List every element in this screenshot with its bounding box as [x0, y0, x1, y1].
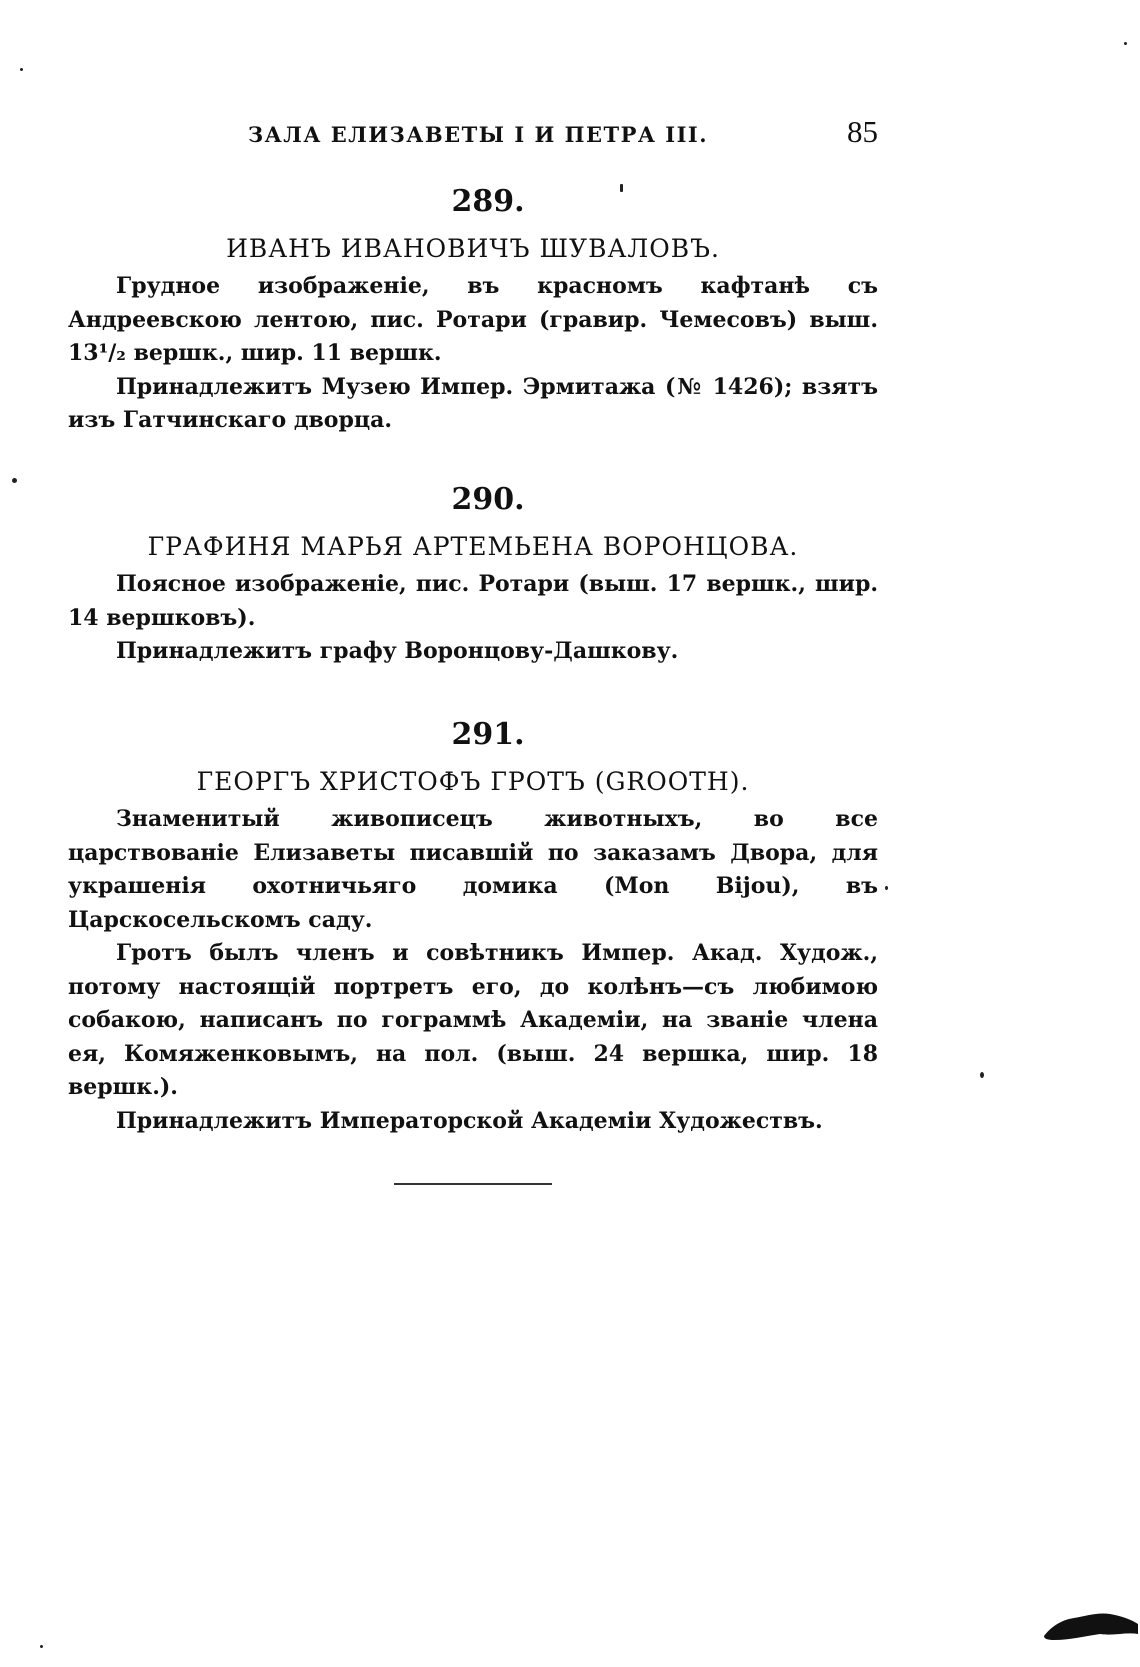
scan-speck	[20, 68, 23, 71]
entry-number: 289.	[451, 184, 525, 219]
entry-ownership: Принадлежитъ графу Воронцову-Дашкову.	[116, 638, 679, 664]
scan-speck	[1124, 42, 1127, 45]
section-end-rule	[394, 1183, 552, 1185]
scan-speck	[12, 478, 17, 483]
scan-speck	[620, 184, 623, 192]
scan-speck	[980, 1072, 984, 1078]
entry-description: Поясное изображеніе, пис. Ротари (выш. 17 вершк., шир. 14 вершковъ).	[68, 571, 878, 631]
running-head: ЗАЛА ЕЛИЗАВЕТЫ I И ПЕТРА III.	[248, 122, 709, 147]
entry-ownership: Принадлежитъ Императорской Академіи Художествъ.	[116, 1107, 823, 1134]
entry-title: ГЕОРГЪ ХРИСТОФЪ ГРОТЪ (GROOTH).	[196, 767, 750, 796]
entry-description: Знаменитый живописецъ животныхъ, во все царствованіе Елизаветы писавшій по заказамъ Двора, для украшенія охотничьяго домика (Mon Bijou), въ Царскосельскомъ саду.	[68, 806, 878, 933]
scan-speck	[885, 886, 888, 890]
entry-number: 291.	[451, 717, 525, 752]
scan-speck	[40, 1645, 43, 1648]
catalog-entry-289	[68, 182, 878, 438]
entry-biography: Гротъ былъ членъ и совѣтникъ Импер. Акад. Худож., потому настоящій портретъ его, до колѣнъ—съ любимою собакою, написанъ по гограммѣ Академіи, на званіе члена ея, Комяженковымъ, на пол. (выш. 24 вершка, шир. 18 вершк.).	[68, 940, 878, 1100]
catalog-entry-290	[68, 480, 878, 669]
entry-description: Грудное изображеніе, въ красномъ кафтанѣ съ Андреевскою лентою, пис. Ротари (гравир. Чемесовъ) выш. 13¹/₂ вершк., шир. 11 вершк.	[68, 273, 878, 366]
ink-smudge-icon	[1040, 1598, 1140, 1644]
catalog-entry-291	[68, 715, 878, 1138]
entry-title: ИВАНЪ ИВАНОВИЧЪ ШУВАЛОВЪ.	[226, 234, 720, 263]
entry-title: ГРАФИНЯ МАРЬЯ АРТЕМЬЕНА ВОРОНЦОВА.	[147, 532, 799, 561]
entry-ownership: Принадлежитъ Музею Импер. Эрмитажа (№ 1426); взятъ изъ Гатчинскаго дворца.	[68, 373, 878, 433]
page-number: 85	[847, 114, 878, 149]
entry-number: 290.	[451, 482, 525, 517]
page-header	[248, 114, 888, 154]
